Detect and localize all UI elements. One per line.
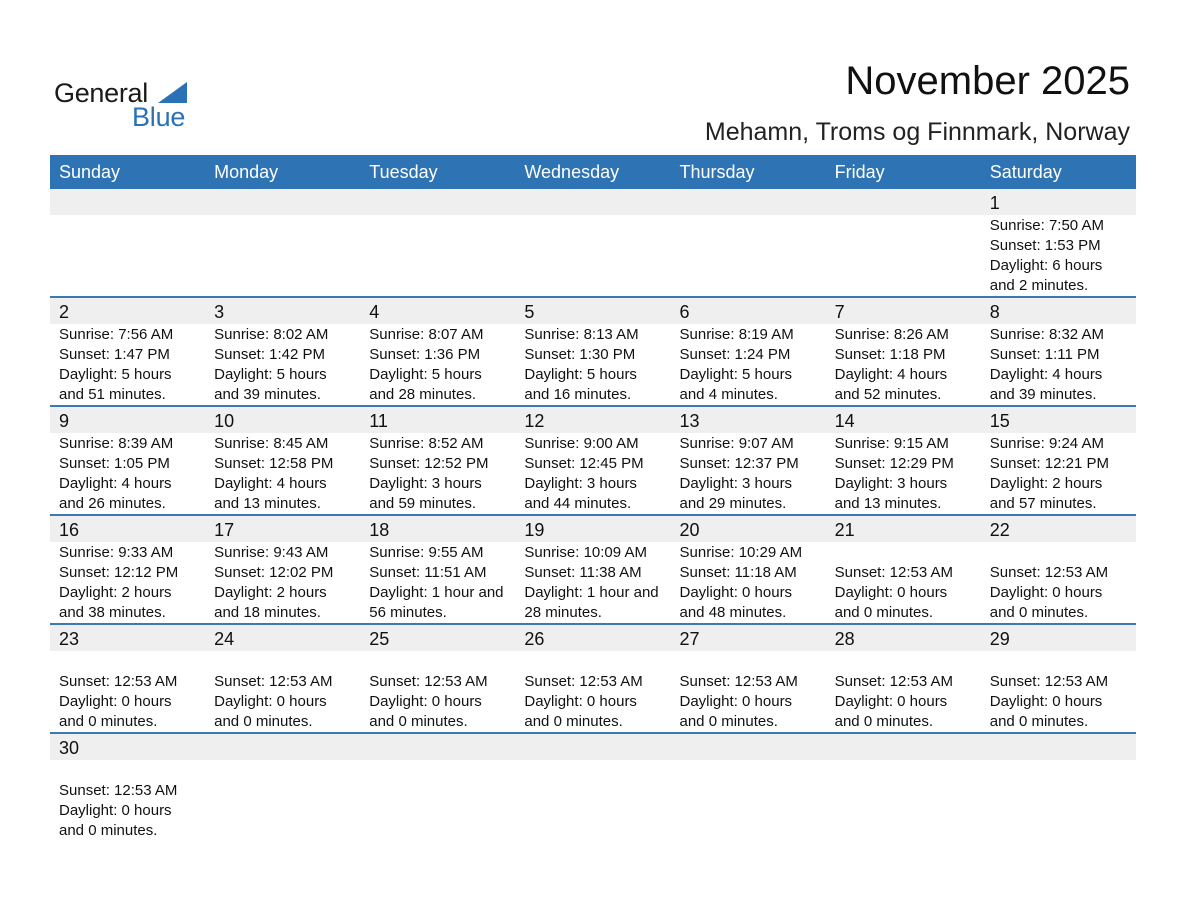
sunset-text: Sunset: 11:18 AM [679,564,797,581]
week-cells [50,298,1136,405]
day-cell [671,189,826,296]
daylight-minutes-text: and 59 minutes. [369,495,476,512]
day-number: 27 [679,629,700,649]
sunset-text: Sunset: 12:53 AM [214,673,333,690]
day-number: 26 [524,629,545,649]
day-sun-info [59,761,177,841]
daylight-minutes-text: and 0 minutes. [369,713,468,730]
day-cell [50,625,205,732]
day-cell [981,189,1136,296]
day-sun-info [59,543,178,623]
daylight-text: Daylight: 0 hours [214,693,327,710]
day-cell [826,625,981,732]
daylight-text: Daylight: 0 hours [369,693,482,710]
daylight-text: Daylight: 4 hours [834,366,948,383]
day-number: 10 [214,411,235,431]
day-sun-info [59,434,173,514]
sunrise-text [835,543,953,563]
sunset-text: Sunset: 1:42 PM [214,346,326,363]
weekday-thursday: Thursday [679,162,755,182]
sunrise-text: Sunrise: 8:19 AM [679,326,794,343]
day-number: 3 [214,302,225,322]
sunset-text: Sunset: 1:24 PM [679,346,791,363]
sunrise-text: Sunrise: 7:50 AM [989,217,1104,234]
day-cell [360,516,515,623]
daylight-minutes-text: and 38 minutes. [59,604,166,621]
day-sun-info [524,325,638,405]
sunset-text: Sunset: 12:21 PM [989,455,1109,472]
sunset-text: Sunset: 1:47 PM [59,346,170,363]
sunrise-text: Sunrise: 10:09 AM [524,544,647,561]
daylight-text: Daylight: 5 hours [59,366,172,383]
sunrise-text [59,761,177,781]
sunrise-text: Sunrise: 10:29 AM [679,544,803,561]
sunrise-text: Sunrise: 8:02 AM [214,326,329,343]
sunset-text: Sunset: 1:53 PM [989,237,1101,254]
day-sun-info [680,434,799,514]
sunset-text: Sunset: 12:45 PM [524,455,644,472]
sunset-text: Sunset: 12:53 AM [524,673,643,690]
sunset-text: Sunset: 12:53 AM [59,782,178,799]
day-sun-info [680,325,794,405]
daylight-text: Daylight: 1 hour and [524,584,659,601]
day-cell [515,516,670,623]
brand-logo [54,78,194,132]
daylight-minutes-text: and 16 minutes. [524,386,632,403]
daylight-minutes-text: and 52 minutes. [834,386,942,403]
week-cells [50,625,1136,732]
daylight-minutes-text: and 29 minutes. [679,495,787,512]
daylight-minutes-text: and 51 minutes. [59,386,166,403]
daylight-text: Daylight: 0 hours [59,802,172,819]
sunrise-text [59,652,177,672]
day-number: 22 [989,520,1010,540]
daylight-text: Daylight: 2 hours [214,584,327,601]
daylight-text: Daylight: 0 hours [989,584,1103,601]
calendar-week-row [50,625,1136,734]
week-cells [50,734,1136,843]
day-cell [50,407,205,514]
sunrise-text: Sunrise: 8:39 AM [59,435,174,452]
sunrise-text [214,652,332,672]
logo-text-general: General [54,78,148,108]
day-cell [826,516,981,623]
daylight-minutes-text: and 0 minutes. [59,822,158,839]
day-sun-info [59,325,173,405]
weekday-sunday: Sunday [59,162,121,182]
day-number: 5 [524,302,535,322]
day-cell [360,298,515,405]
day-cell [50,298,205,405]
sunrise-text [990,543,1108,563]
day-sun-info [369,652,487,732]
day-sun-info [835,543,953,623]
day-cell [981,407,1136,514]
daylight-minutes-text: and 48 minutes. [679,604,787,621]
sunset-text: Sunset: 12:53 AM [59,673,178,690]
day-cell [671,625,826,732]
day-cell [50,516,205,623]
weekday-tuesday: Tuesday [369,162,438,182]
day-sun-info [835,434,954,514]
day-number: 4 [369,302,380,322]
daylight-minutes-text: and 0 minutes. [834,604,934,621]
daylight-text: Daylight: 0 hours [679,693,793,710]
sunset-text: Sunset: 12:53 AM [989,673,1109,690]
daylight-minutes-text: and 26 minutes. [59,495,166,512]
daylight-minutes-text: and 39 minutes. [989,386,1097,403]
sunset-text: Sunset: 12:53 AM [834,564,954,581]
sunrise-text: Sunrise: 8:52 AM [369,435,484,452]
daylight-minutes-text: and 13 minutes. [834,495,942,512]
sunset-text: Sunset: 12:37 PM [679,455,799,472]
day-cell [515,625,670,732]
day-sun-info [835,652,953,732]
day-sun-info [214,543,333,623]
day-number: 19 [524,520,545,540]
day-cell [826,407,981,514]
day-sun-info [524,652,642,732]
location-subtitle: Mehamn, Troms og Finnmark, Norway [704,118,1130,146]
daylight-minutes-text: and 0 minutes. [834,713,934,730]
weekday-monday: Monday [214,162,279,182]
day-number: 16 [59,520,80,540]
day-sun-info [990,325,1104,405]
day-sun-info [214,325,328,405]
day-sun-info [990,543,1108,623]
daylight-text: Daylight: 3 hours [369,475,482,492]
daylight-minutes-text: and 0 minutes. [59,713,158,730]
daylight-minutes-text: 28 minutes. [524,604,602,621]
daylight-minutes-text: and 39 minutes. [214,386,321,403]
daylight-text: Daylight: 0 hours [59,693,172,710]
day-cell [671,516,826,623]
daylight-minutes-text: and 0 minutes. [524,713,623,730]
daylight-text: Daylight: 0 hours [834,584,948,601]
day-number: 13 [679,411,700,431]
daylight-text: Daylight: 6 hours [989,257,1103,274]
day-cell [50,189,205,296]
daylight-text: Daylight: 0 hours [989,693,1103,710]
day-number: 7 [834,302,845,322]
sunset-text: Sunset: 1:36 PM [369,346,481,363]
sunrise-text: Sunrise: 8:32 AM [989,326,1104,343]
day-number: 2 [59,302,70,322]
daylight-text: Daylight: 0 hours [834,693,948,710]
day-sun-info [680,543,803,623]
sunset-text: Sunset: 12:52 PM [369,455,489,472]
sunrise-text: Sunrise: 9:00 AM [524,435,639,452]
day-number: 12 [524,411,545,431]
calendar-week-row [50,516,1136,625]
daylight-minutes-text: and 57 minutes. [989,495,1097,512]
daylight-text: Daylight: 5 hours [214,366,327,383]
sunrise-text: Sunrise: 9:07 AM [679,435,794,452]
day-sun-info [680,652,798,732]
day-number: 17 [214,520,235,540]
day-sun-info [524,434,643,514]
daylight-text: Daylight: 5 hours [524,366,637,383]
sunrise-text: Sunrise: 9:24 AM [989,435,1104,452]
day-sun-info [59,652,177,732]
day-cell [981,516,1136,623]
day-sun-info [214,434,333,514]
sunrise-text: Sunrise: 9:33 AM [59,544,174,561]
daylight-text: Daylight: 5 hours [679,366,793,383]
day-number: 29 [989,629,1010,649]
day-cell [671,298,826,405]
daylight-minutes-text: and 4 minutes. [679,386,778,403]
day-cell [360,625,515,732]
sunset-text: Sunset: 1:11 PM [989,346,1100,363]
day-sun-info [369,325,483,405]
day-cell [205,189,360,296]
daylight-minutes-text: and 18 minutes. [214,604,321,621]
daylight-text: Daylight: 3 hours [524,475,637,492]
day-number: 28 [834,629,855,649]
day-number: 8 [989,302,1000,322]
day-cell [826,298,981,405]
page-title: November 2025 [845,59,1130,103]
sunset-text: Sunset: 1:30 PM [524,346,636,363]
day-cell [671,407,826,514]
day-cell [205,298,360,405]
day-cell [205,516,360,623]
sunset-text: Sunset: 12:29 PM [834,455,954,472]
calendar-grid [50,155,1136,843]
day-cell [515,298,670,405]
weekday-wednesday: Wednesday [524,162,620,182]
daylight-text: Daylight: 5 hours [369,366,482,383]
daylight-text: Daylight: 2 hours [989,475,1103,492]
sunset-text: Sunset: 12:53 AM [989,564,1109,581]
daylight-minutes-text: and 0 minutes. [989,604,1089,621]
sunrise-text: Sunrise: 7:56 AM [59,326,174,343]
calendar-week-row [50,298,1136,407]
calendar-week-row [50,734,1136,843]
daylight-text: Daylight: 4 hours [989,366,1103,383]
day-sun-info [524,543,658,623]
sunrise-text: Sunrise: 8:26 AM [834,326,949,343]
weekday-header-row [50,155,1136,189]
daylight-minutes-text: and 0 minutes. [214,713,313,730]
day-number: 9 [59,411,70,431]
sunset-text: Sunset: 1:18 PM [834,346,946,363]
daylight-minutes-text: 56 minutes. [369,604,447,621]
week-cells [50,407,1136,514]
day-cell [981,298,1136,405]
daylight-minutes-text: and 28 minutes. [369,386,476,403]
daylight-text: Daylight: 4 hours [214,475,327,492]
daylight-text: Daylight: 3 hours [834,475,948,492]
sunrise-text: Sunrise: 9:15 AM [834,435,949,452]
day-sun-info [369,434,488,514]
day-cell [515,407,670,514]
sunrise-text: Sunrise: 8:45 AM [214,435,329,452]
day-number: 6 [679,302,690,322]
calendar-week-row [50,407,1136,516]
day-cell [515,189,670,296]
day-cell [205,625,360,732]
daylight-text: Daylight: 3 hours [679,475,793,492]
day-number: 1 [989,193,1000,213]
calendar-week-row [50,189,1136,298]
day-sun-info [214,652,332,732]
day-cell [360,189,515,296]
day-sun-info [990,216,1104,296]
day-cell [981,625,1136,732]
daylight-minutes-text: and 2 minutes. [989,277,1089,294]
daylight-text: Daylight: 2 hours [59,584,172,601]
day-sun-info [835,325,949,405]
daylight-text: Daylight: 0 hours [679,584,793,601]
sunrise-text: Sunrise: 8:07 AM [369,326,484,343]
sunset-text: Sunset: 1:05 PM [59,455,170,472]
daylight-minutes-text: and 13 minutes. [214,495,321,512]
daylight-text: Daylight: 0 hours [524,693,637,710]
sunset-text: Sunset: 12:12 PM [59,564,179,581]
day-number: 15 [989,411,1010,431]
sunset-text: Sunset: 11:38 AM [524,564,642,581]
sunset-text: Sunset: 12:58 PM [214,455,334,472]
logo-triangle-icon [158,82,187,103]
weekday-friday: Friday [834,162,885,182]
day-sun-info [369,543,503,623]
sunrise-text [680,652,798,672]
day-number: 18 [369,520,390,540]
sunrise-text [835,652,953,672]
day-number: 30 [59,738,80,758]
day-number: 23 [59,629,80,649]
day-cell [826,189,981,296]
day-sun-info [990,652,1108,732]
daylight-text: Daylight: 4 hours [59,475,172,492]
logo-text-blue: Blue [132,102,186,132]
day-number: 21 [834,520,855,540]
sunset-text: Sunset: 12:53 AM [679,673,798,690]
sunrise-text: Sunrise: 9:43 AM [214,544,329,561]
week-cells [50,189,1136,296]
day-number: 24 [214,629,235,649]
sunrise-text [524,652,642,672]
day-number: 11 [369,411,388,431]
day-number: 25 [369,629,390,649]
week-cells [50,516,1136,623]
daylight-text: Daylight: 1 hour and [369,584,504,601]
sunset-text: Sunset: 11:51 AM [369,564,487,581]
daylight-minutes-text: and 0 minutes. [679,713,778,730]
day-sun-info [990,434,1109,514]
day-number: 20 [679,520,700,540]
sunset-text: Sunset: 12:53 AM [834,673,954,690]
day-cell [205,407,360,514]
day-number: 14 [834,411,855,431]
sunrise-text: Sunrise: 9:55 AM [369,544,484,561]
sunrise-text [369,652,487,672]
day-cell [50,734,205,843]
calendar-weeks [50,189,1136,843]
sunset-text: Sunset: 12:53 AM [369,673,488,690]
sunrise-text: Sunrise: 8:13 AM [524,326,639,343]
sunrise-text [990,652,1108,672]
daylight-minutes-text: and 44 minutes. [524,495,632,512]
day-cell [360,407,515,514]
daylight-minutes-text: and 0 minutes. [989,713,1089,730]
weekday-saturday: Saturday [989,162,1062,182]
sunset-text: Sunset: 12:02 PM [214,564,334,581]
